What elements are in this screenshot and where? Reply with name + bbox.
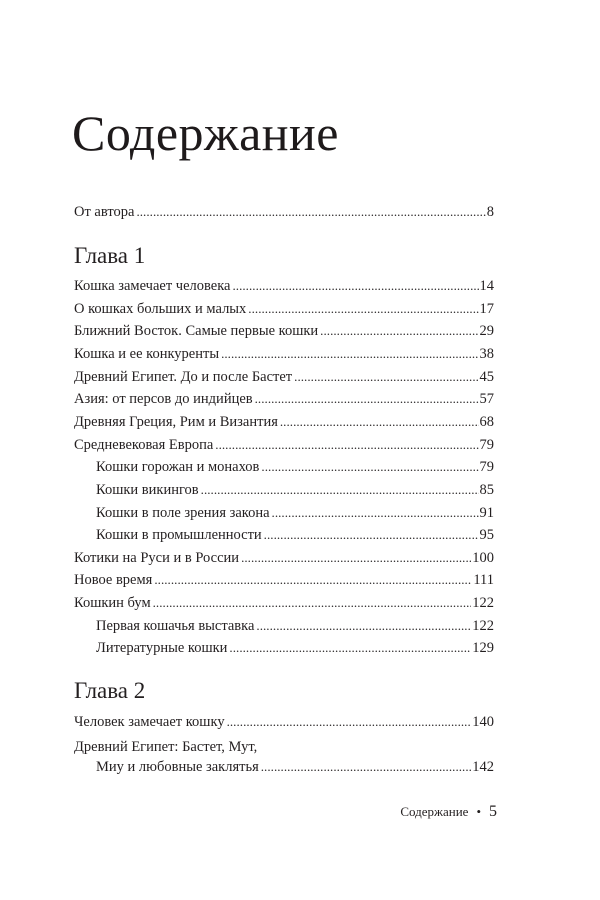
entry-label: Кошки викингов xyxy=(96,481,199,498)
entry-label: Новое время xyxy=(74,572,153,589)
entry-label: Кошка замечает человека xyxy=(74,278,231,294)
chapter-heading: Глава 1 xyxy=(74,243,146,268)
entry-page: 100 xyxy=(472,549,494,566)
page-number: 5 xyxy=(489,803,497,820)
toc-entry[interactable] xyxy=(74,298,494,320)
dot-leader xyxy=(232,275,478,297)
toc-entry-preface[interactable] xyxy=(74,201,494,223)
toc-entry[interactable] xyxy=(96,615,494,637)
dot-leader xyxy=(154,569,472,591)
running-title: Содержание xyxy=(400,804,469,819)
entry-label: Первая кошачья выставка xyxy=(96,617,255,634)
entry-label: Средневековая Европа xyxy=(74,436,214,453)
entry-label: Котики на Руси и в России xyxy=(74,549,240,566)
dot-leader xyxy=(294,366,478,388)
entry-label: Кошка и ее конкуренты xyxy=(74,345,220,362)
entry-page: 85 xyxy=(479,481,494,498)
toc-entry[interactable] xyxy=(74,343,494,365)
entry-label: Кошкин бум xyxy=(74,595,151,612)
dot-leader xyxy=(241,547,471,569)
dot-leader xyxy=(264,524,479,546)
dot-leader xyxy=(261,456,478,478)
dot-leader xyxy=(256,615,471,637)
entry-label: Человек замечает кошку xyxy=(74,714,225,730)
entry-page: 45 xyxy=(479,368,494,385)
entry-label: Кошки в промышленности xyxy=(96,527,262,544)
entry-label: Азия: от персов до индийцев xyxy=(74,391,253,408)
entry-label: От автора xyxy=(74,204,135,220)
entry-page: 68 xyxy=(479,413,494,430)
entry-label: Литературные кошки xyxy=(96,640,228,657)
toc-entry[interactable] xyxy=(74,411,494,433)
toc-entry[interactable] xyxy=(96,637,494,659)
entry-page: 142 xyxy=(472,759,494,775)
entry-page: 8 xyxy=(486,204,494,220)
dot-leader xyxy=(215,434,478,456)
bullet-separator: • xyxy=(476,804,481,819)
dot-leader xyxy=(272,502,479,524)
entry-page: 14 xyxy=(479,278,494,294)
entry-page: 79 xyxy=(479,459,494,476)
entry-page: 91 xyxy=(479,504,494,521)
dot-leader xyxy=(227,711,472,733)
entry-page: 111 xyxy=(473,572,494,589)
entry-label-continued: Миу и любовные заклятья xyxy=(96,759,259,775)
toc-entry[interactable] xyxy=(96,524,494,546)
entry-label: О кошках больших и малых xyxy=(74,300,247,317)
entry-page: 57 xyxy=(479,391,494,408)
entry-page: 140 xyxy=(472,714,494,730)
toc-entry[interactable] xyxy=(74,592,494,614)
dot-leader xyxy=(261,756,472,778)
toc-entry-continuation[interactable] xyxy=(96,756,494,778)
entry-label: Древний Египет: Бастет, Мут, xyxy=(74,739,258,755)
entry-label: Кошки в поле зрения закона xyxy=(96,504,270,521)
toc-entry[interactable] xyxy=(74,434,494,456)
dot-leader xyxy=(221,343,478,365)
toc-entry[interactable] xyxy=(74,547,494,569)
dot-leader xyxy=(201,479,479,501)
toc-entry[interactable] xyxy=(74,388,494,410)
entry-label: Древний Египет. До и после Бастет xyxy=(74,368,293,385)
toc-entry[interactable] xyxy=(74,711,494,733)
entry-page: 122 xyxy=(472,617,494,634)
toc-entry[interactable] xyxy=(96,479,494,501)
dot-leader xyxy=(255,388,479,410)
page-footer xyxy=(400,803,497,821)
entry-page: 95 xyxy=(479,527,494,544)
toc-entry[interactable] xyxy=(74,569,494,591)
toc-entry[interactable] xyxy=(96,502,494,524)
entry-page: 38 xyxy=(479,345,494,362)
toc-entry-first-line[interactable] xyxy=(74,736,494,758)
chapter-heading: Глава 2 xyxy=(74,678,146,703)
dot-leader xyxy=(229,637,471,659)
entry-page: 122 xyxy=(472,595,494,612)
entry-page: 29 xyxy=(479,323,494,340)
entry-page: 129 xyxy=(472,640,494,657)
page-title: Содержание xyxy=(72,104,339,161)
toc-entry[interactable] xyxy=(74,275,494,297)
entry-page: 17 xyxy=(479,300,494,317)
toc-entry[interactable] xyxy=(74,320,494,342)
dot-leader xyxy=(153,592,472,614)
dot-leader xyxy=(280,411,479,433)
entry-label: Древняя Греция, Рим и Византия xyxy=(74,413,278,430)
toc-entry[interactable] xyxy=(96,456,494,478)
entry-label: Ближний Восток. Самые первые кошки xyxy=(74,323,319,340)
dot-leader xyxy=(320,320,478,342)
toc-entry[interactable] xyxy=(74,366,494,388)
dot-leader xyxy=(248,298,478,320)
entry-page: 79 xyxy=(479,436,494,453)
entry-label: Кошки горожан и монахов xyxy=(96,459,260,476)
dot-leader xyxy=(136,201,485,223)
